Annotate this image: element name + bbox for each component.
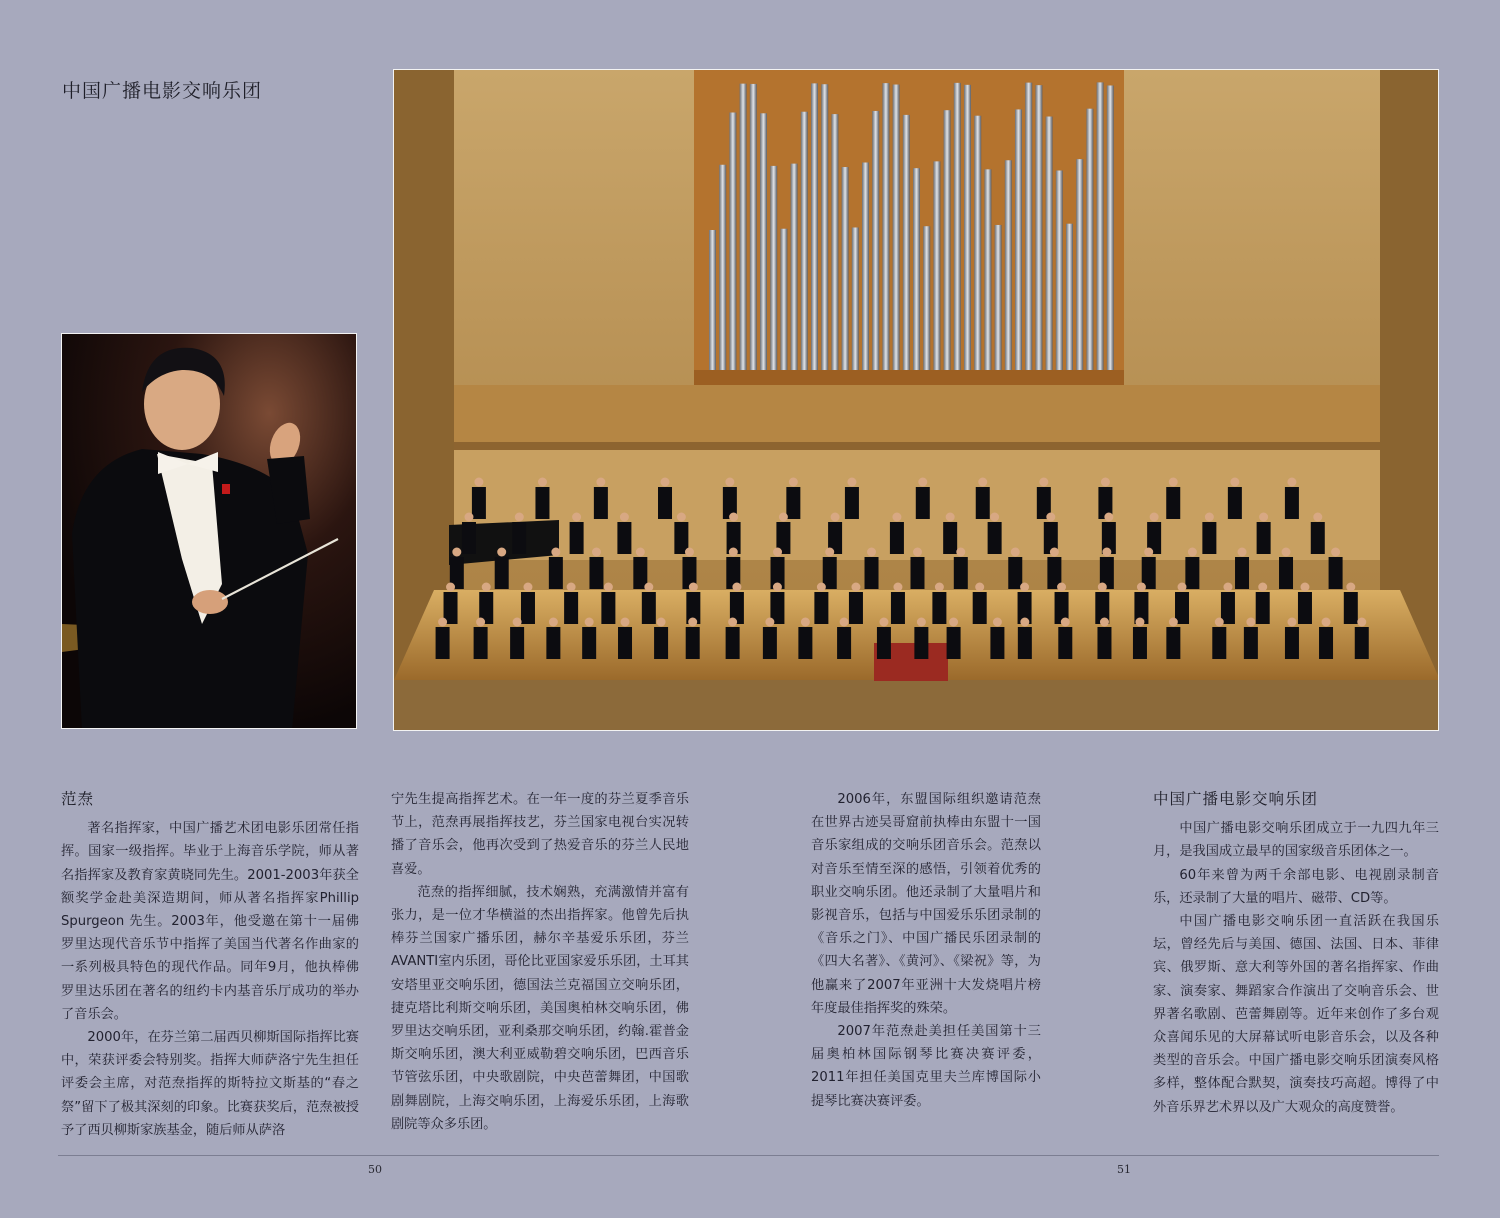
column-2: [391, 788, 689, 1136]
conductor-name-heading: 范焘: [61, 790, 95, 808]
page-number-right: 51: [1117, 1163, 1131, 1176]
paragraph: 中国广播电影交响乐团一直活跃在我国乐坛，曾经先后与美国、德国、法国、日本、菲律宾、俄罗斯、意大利等外国的著名指挥家、作曲家、演奏家、舞蹈家合作演出了交响音乐会、世界著名歌剧、芭蕾舞剧等。近年来创作了多台观众喜闻乐见的大屏幕试听电影音乐会，以及各种类型的音乐会。中国广播电影交响乐团演奏风格多样，整体配合默契，演奏技巧高超。博得了中外音乐界艺术界以及广大观众的高度赞誉。: [1153, 914, 1439, 1115]
paragraph: 2007年范焘赴美担任美国第十三届奥柏林国际钢琴比赛决赛评委，2011年担任美国克里夫兰库博国际小提琴比赛决赛评委。: [811, 1024, 1041, 1109]
paragraph: 宁先生提高指挥艺术。在一年一度的芬兰夏季音乐节上，范焘再展指挥技艺，芬兰国家电视台实况转播了音乐会，他再次受到了热爱音乐的芬兰人民地喜爱。: [391, 792, 689, 877]
column-4: [1153, 788, 1439, 1119]
footer-rule: [58, 1155, 1439, 1156]
conductor-portrait: [61, 333, 357, 729]
page-number-left: 50: [368, 1163, 382, 1176]
paragraph: 范焘的指挥细腻，技术娴熟，充满激情并富有张力，是一位才华横溢的杰出指挥家。他曾先后执棒芬兰国家广播乐团，赫尔辛基爱乐乐团，芬兰AVANTI室内乐团，哥伦比亚国家爱乐乐团，土耳其安塔里亚交响乐团，德国法兰克福国立交响乐团，捷克塔比利斯交响乐团，美国奥柏林交响乐团，佛罗里达交响乐团，亚利桑那交响乐团，约翰.霍普金斯交响乐团，澳大利亚威勒碧交响乐团，巴西音乐节管弦乐团，中央歌剧院，中央芭蕾舞团，中国歌剧舞剧院，上海交响乐团，上海爱乐乐团，上海歌剧院等众多乐团。: [391, 884, 689, 1132]
paragraph: 2006年，东盟国际组织邀请范焘在世界古迹吴哥窟前执棒由东盟十一国音乐家组成的交响乐团音乐会。范焘以对音乐至情至深的感悟，引领着优秀的职业交响乐团。他还录制了大量唱片和影视音乐，包括与中国爱乐乐团录制的《音乐之门》、中国广播民乐团录制的《四大名著》、《黄河》、《梁祝》等，为他赢来了2007年亚洲十大发烧唱片榜年度最佳指挥奖的殊荣。: [811, 792, 1041, 1016]
orchestra-heading: 中国广播电影交响乐团: [1153, 790, 1319, 808]
spread-title: 中国广播电影交响乐团: [62, 80, 263, 102]
column-3: [811, 788, 1041, 1113]
column-1: [61, 788, 359, 1142]
paragraph: 2000年，在芬兰第二届西贝柳斯国际指挥比赛中，荣获评委会特别奖。指挥大师萨洛宁先生担任评委会主席，对范焘指挥的斯特拉文斯基的“春之祭”留下了极其深刻的印象。比赛获奖后，范焘被授予了西贝柳斯家族基金，随后师从萨洛: [61, 1030, 359, 1138]
concert-hall-photo: [393, 69, 1439, 731]
paragraph: 中国广播电影交响乐团成立于一九四九年三月，是我国成立最早的国家级音乐团体之一。: [1153, 821, 1439, 860]
paragraph: 著名指挥家，中国广播艺术团电影乐团常任指挥。国家一级指挥。毕业于上海音乐学院，师从著名指挥家及教育家黄晓同先生。2001-2003年获全额奖学金赴美深造期间，师从著名指挥家Phillip Spurgeon 先生。2003年，他受邀在第十一届佛罗里达现代音乐节中指挥了美国当代著名作曲家的一系列极具特色的现代作品。同年9月，他执棒佛罗里达乐团在著名的纽约卡内基音乐厅成功的举办了音乐会。: [61, 821, 359, 1022]
paragraph: 60年来曾为两千余部电影、电视剧录制音乐，还录制了大量的唱片、磁带、CD等。: [1153, 867, 1439, 906]
